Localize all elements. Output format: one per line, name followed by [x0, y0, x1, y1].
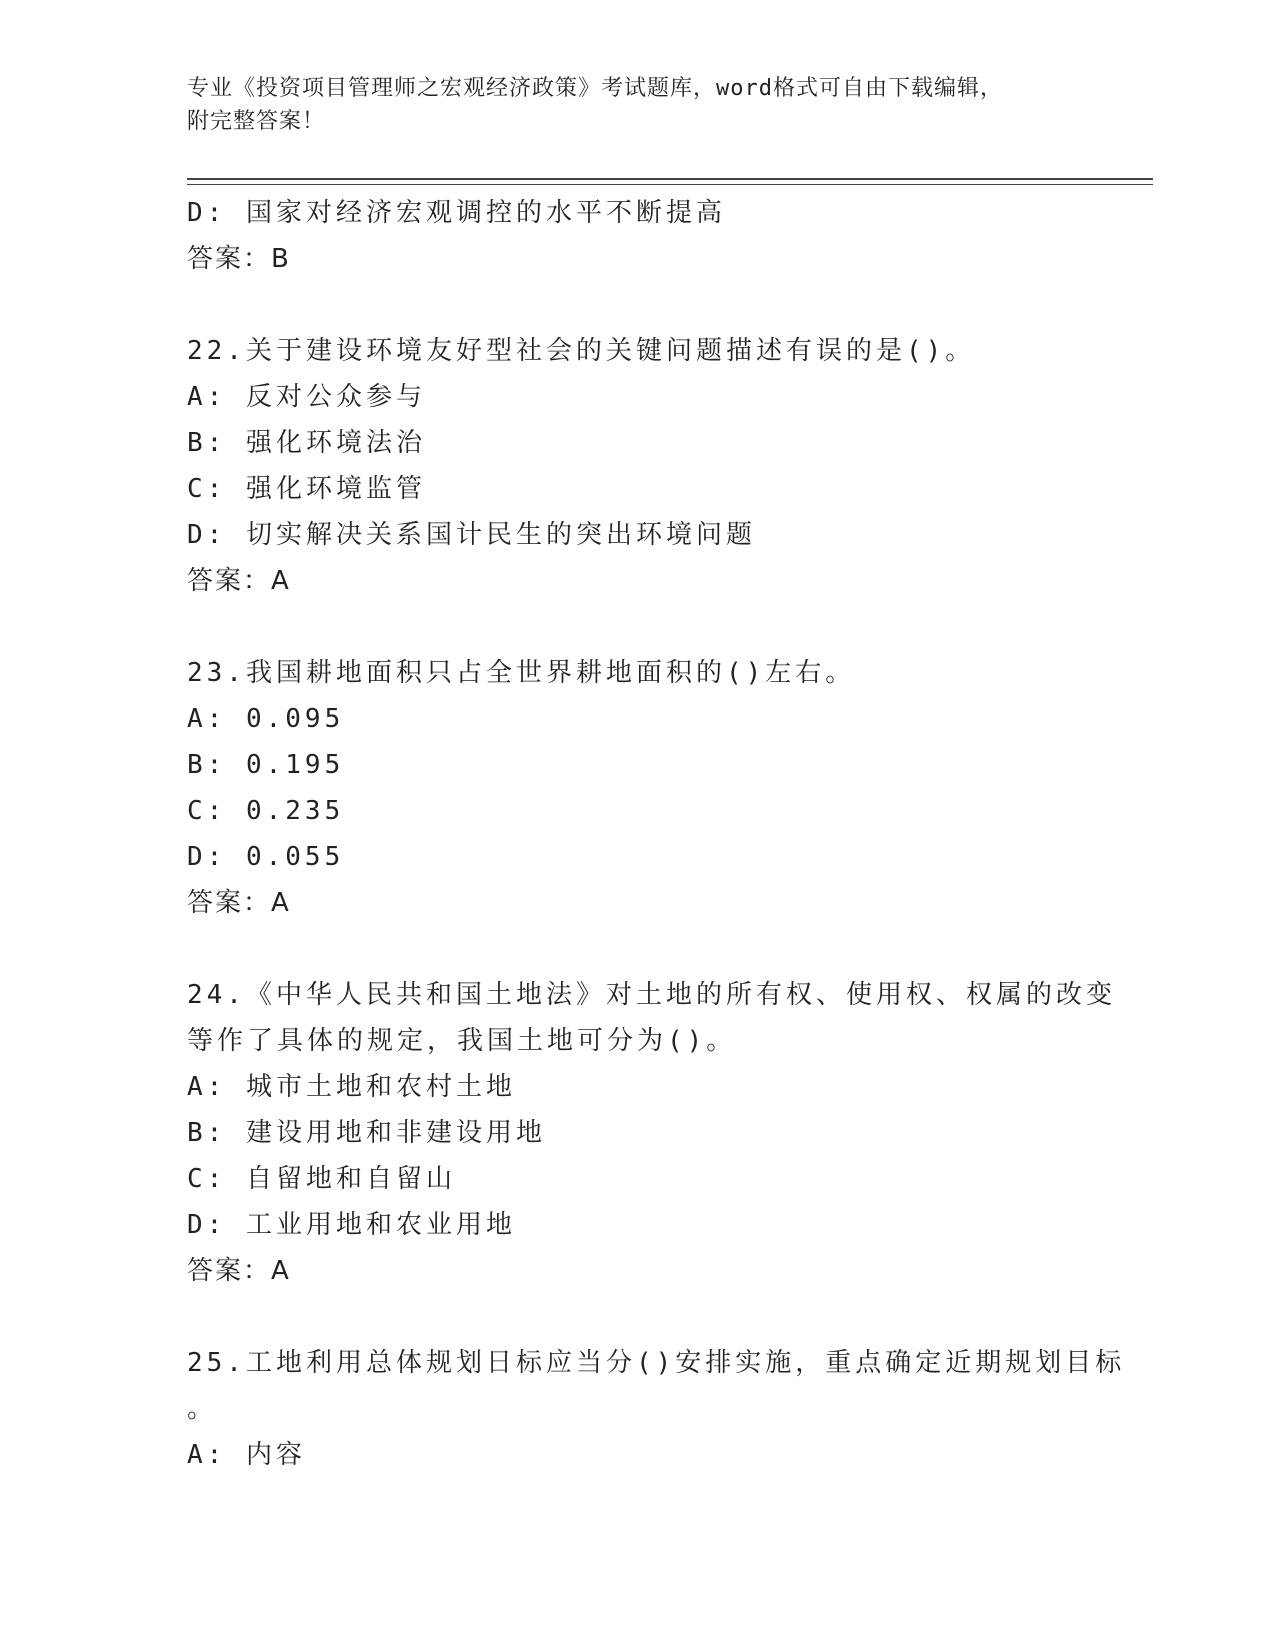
q23-question: 23.我国耕地面积只占全世界耕地面积的()左右。	[187, 658, 856, 688]
header-line-2: 附完整答案！	[187, 109, 326, 134]
q23-option-a: A: 0.095	[187, 704, 345, 734]
q24-option-b: B: 建设用地和非建设用地	[187, 1118, 546, 1148]
q24-option-c: C: 自留地和自留山	[187, 1164, 456, 1194]
question-24	[187, 972, 1116, 1294]
question-21	[187, 190, 1087, 282]
q22-option-b: B: 强化环境法治	[187, 428, 426, 458]
q25-question-line-2: 。	[187, 1394, 218, 1424]
q22-option-c: C: 强化环境监管	[187, 474, 426, 504]
q24-answer: 答案：A	[187, 1256, 291, 1286]
q21-option-d: D: 国家对经济宏观调控的水平不断提高	[187, 198, 726, 228]
question-22	[187, 328, 1087, 604]
q24-option-a: A: 城市土地和农村土地	[187, 1072, 516, 1102]
q21-answer: 答案：B	[187, 244, 291, 274]
q24-question-line-2: 等作了具体的规定，我国土地可分为()。	[187, 1026, 737, 1056]
q23-option-b: B: 0.195	[187, 750, 345, 780]
question-list	[187, 190, 1126, 1478]
spacer	[187, 604, 1087, 650]
spacer	[187, 1294, 1087, 1340]
q22-option-d: D: 切实解决关系国计民生的突出环境问题	[187, 520, 756, 550]
q25-question-line-1: 25.工地利用总体规划日标应当分()安排实施，重点确定近期规划目标	[187, 1348, 1126, 1378]
q24-question-line-1: 24.《中华人民共和国土地法》对土地的所有权、使用权、权属的改变	[187, 980, 1116, 1010]
q25-option-a: A: 内容	[187, 1440, 306, 1470]
q22-question: 22.关于建设环境友好型社会的关键问题描述有误的是()。	[187, 336, 976, 366]
q23-option-c: C: 0.235	[187, 796, 345, 826]
header-divider-thin	[187, 184, 1153, 185]
q24-option-d: D: 工业用地和农业用地	[187, 1210, 516, 1240]
header-divider-thick	[187, 178, 1153, 180]
spacer	[187, 282, 1087, 328]
q22-option-a: A: 反对公众参与	[187, 382, 426, 412]
header-line-1: 专业《投资项目管理师之宏观经济政策》考试题库，word格式可自由下载编辑，	[187, 76, 1003, 101]
q22-answer: 答案：A	[187, 566, 291, 596]
question-25	[187, 1340, 1126, 1478]
spacer	[187, 926, 1087, 972]
question-23	[187, 650, 1087, 926]
q23-answer: 答案：A	[187, 888, 291, 918]
q23-option-d: D: 0.055	[187, 842, 345, 872]
document-header	[187, 72, 1087, 138]
